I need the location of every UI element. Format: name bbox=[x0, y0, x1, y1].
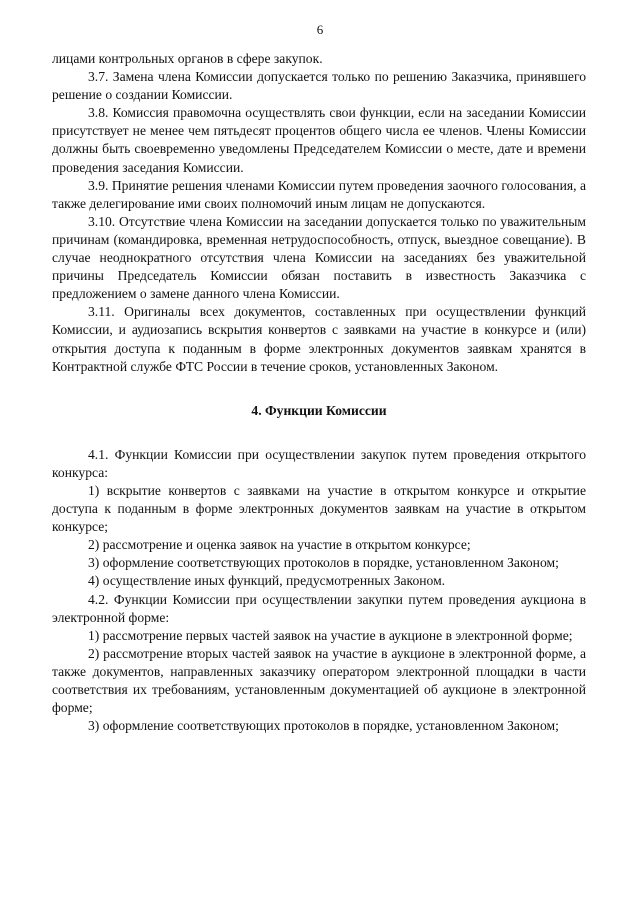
section-heading: 4. Функции Комиссии bbox=[251, 402, 387, 418]
paragraph: 4.2. Функции Комиссии при осуществлении закупки путем проведения аукциона в электронной форме: bbox=[52, 591, 586, 625]
paragraph: 4.1. Функции Комиссии при осуществлении закупок путем проведения открытого конкурса: bbox=[52, 446, 586, 480]
paragraph: 2) рассмотрение вторых частей заявок на участие в аукционе в электронной форме, а также документов, направленных заказчику оператором электронной площадки в части соответствия их требованиям, установленным документацией об аукционе в электронной форме; bbox=[52, 645, 586, 716]
paragraph: 3.9. Принятие решения членами Комиссии путем проведения заочного голосования, а также делегирование ими своих полномочий иным лицам не допускаются. bbox=[52, 177, 586, 211]
paragraph: 3) оформление соответствующих протоколов в порядке, установленном Законом; bbox=[88, 718, 559, 734]
paragraph: 4) осуществление иных функций, предусмотренных Законом. bbox=[88, 573, 446, 589]
paragraph: 1) рассмотрение первых частей заявок на участие в аукционе в электронной форме; bbox=[88, 627, 573, 643]
paragraph: лицами контрольных органов в сфере закупок. bbox=[52, 51, 323, 66]
document-body bbox=[52, 50, 586, 735]
section-3-continuation bbox=[52, 50, 586, 376]
paragraph: 3.7. Замена члена Комиссии допускается только по решению Заказчика, принявшего решение о создании Комиссии. bbox=[52, 69, 586, 103]
paragraph: 3.8. Комиссия правомочна осуществлять свои функции, если на заседании Комиссии присутствует не менее чем пятьдесят процентов общего числа ее членов. Члены Комиссии должны быть своевременно уведомлены Председателем Комиссии о месте, дате и времени проведения заседания Комиссии. bbox=[52, 105, 586, 175]
section-4-body bbox=[52, 446, 586, 736]
paragraph: 2) рассмотрение и оценка заявок на участие в открытом конкурсе; bbox=[88, 537, 471, 553]
paragraph: 1) вскрытие конвертов с заявками на участие в открытом конкурсе и открытие доступа к поданным в форме электронных документов заявкам на участие в открытом конкурсе; bbox=[52, 482, 586, 535]
paragraph: 3.10. Отсутствие члена Комиссии на заседании допускается только по уважительным причинам (командировка, временная нетрудоспособность, отпуск, выездное совещание). В случае неоднократного отсутствия члена Комиссии на заседаниях без уважительной причины Председатель Комиссии обязан поставить в известность Заказчика с предложением о замене данного члена Комиссии. bbox=[52, 213, 586, 302]
page-number: 6 bbox=[316, 22, 324, 37]
paragraph: 3) оформление соответствующих протоколов в порядке, установленном Законом; bbox=[88, 555, 559, 571]
paragraph: 3.11. Оригиналы всех документов, составленных при осуществлении функций Комиссии, и аудиозапись вскрытия конвертов с заявками на участие в конкурсе и (или) открытия доступа к поданным в форме электронных документов заявкам хранятся в Контрактной службе ФТС России в течение сроков, установленных Законом. bbox=[52, 304, 586, 374]
